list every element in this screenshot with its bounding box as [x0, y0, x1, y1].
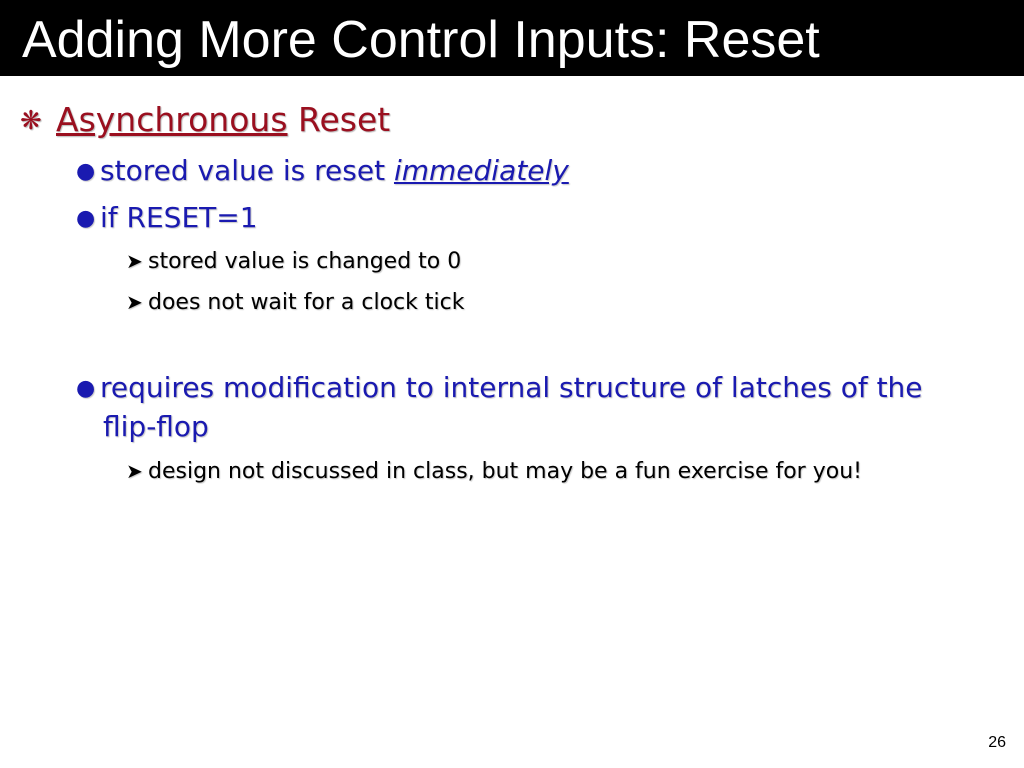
- subbullet-changed-to-zero: [126, 246, 461, 277]
- dot-bullet-icon: ●: [76, 159, 96, 184]
- subbullet-design-exercise: [126, 456, 862, 487]
- title-bar: [0, 0, 1024, 76]
- bullet-asynchronous-reset: [18, 100, 390, 141]
- immediately-emphasis: immediately: [393, 154, 569, 187]
- slide-title: Adding More Control Inputs: Reset: [22, 11, 820, 69]
- bullet-stored-value-reset: [74, 153, 569, 190]
- dot-bullet-icon: ●: [76, 376, 96, 401]
- reset-label: Reset: [298, 100, 391, 139]
- bullet-text-line2: flip-flop: [103, 410, 209, 443]
- asterisk-bullet-icon: ❋: [20, 106, 42, 136]
- arrow-bullet-icon: ➤: [126, 459, 143, 483]
- subbullet-text: design not discussed in class, but may be a fun exercise for you!: [148, 459, 862, 484]
- arrow-bullet-icon: ➤: [126, 290, 143, 314]
- asynchronous-label: Asynchronous: [56, 100, 288, 139]
- bullet-if-reset: [74, 200, 258, 237]
- page-number: 26: [988, 734, 1006, 751]
- arrow-bullet-icon: ➤: [126, 249, 143, 273]
- bullet-text: stored value is reset: [100, 154, 394, 187]
- subbullet-no-clock-wait: [126, 287, 464, 318]
- bullet-text-line1: requires modification to internal structure of latches of the: [100, 371, 923, 404]
- bullet-requires-modification: [74, 369, 974, 446]
- dot-bullet-icon: ●: [76, 206, 96, 231]
- bullet-text: if RESET=1: [100, 201, 258, 234]
- subbullet-text: does not wait for a clock tick: [148, 290, 465, 315]
- subbullet-text: stored value is changed to 0: [148, 249, 462, 274]
